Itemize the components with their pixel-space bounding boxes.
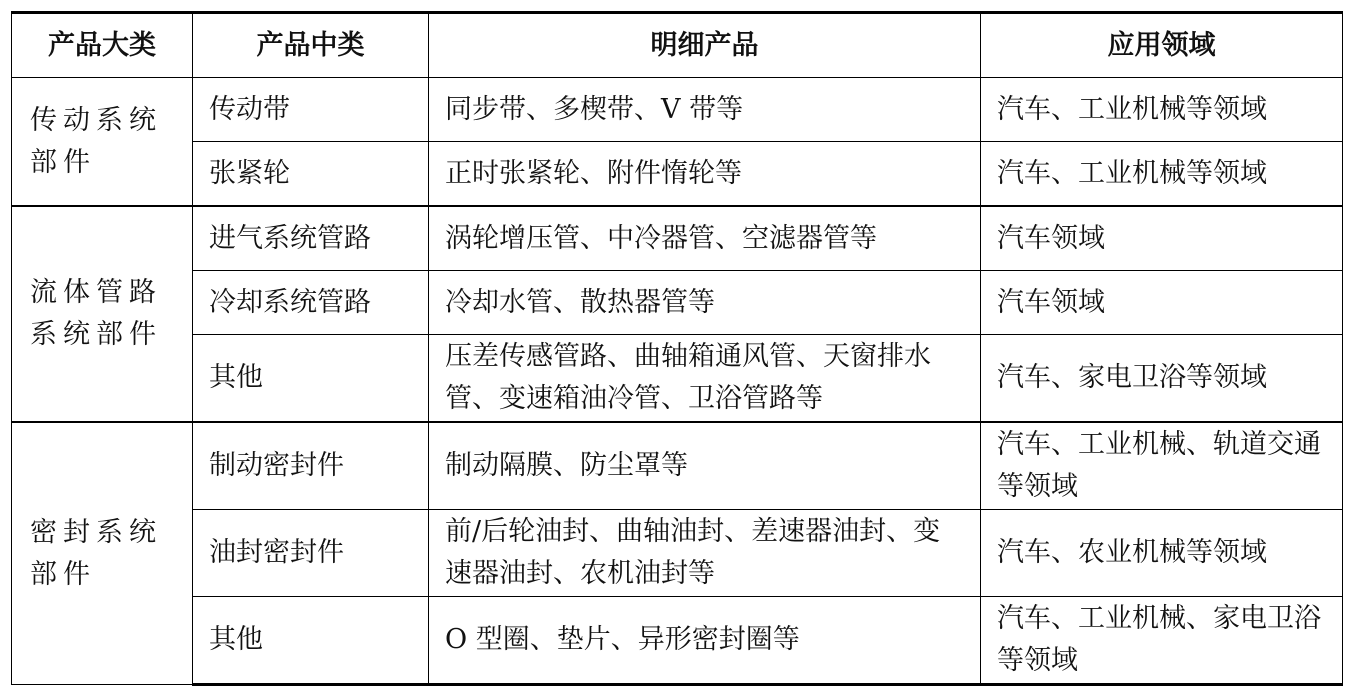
table-row xyxy=(12,335,1343,423)
field-cell: 汽车领域 xyxy=(981,206,1343,271)
header-row xyxy=(12,13,1343,78)
subcategory-cell: 传动带 xyxy=(193,78,429,142)
field-cell: 汽车、农业机械等领域 xyxy=(981,510,1343,597)
subcategory-cell: 制动密封件 xyxy=(193,422,429,510)
subcategory-cell: 油封密封件 xyxy=(193,510,429,597)
header-detail: 明细产品 xyxy=(429,13,981,78)
subcategory-cell: 其他 xyxy=(193,597,429,685)
table-row xyxy=(12,271,1343,335)
detail-cell: 制动隔膜、防尘罩等 xyxy=(429,422,981,510)
detail-cell: 正时张紧轮、附件惰轮等 xyxy=(429,142,981,207)
product-table-container xyxy=(11,11,1342,686)
category-cell: 传动系统部件 xyxy=(12,78,193,207)
detail-cell: 压差传感管路、曲轴箱通风管、天窗排水管、变速箱油冷管、卫浴管路等 xyxy=(429,335,981,423)
field-cell: 汽车、工业机械、轨道交通等领域 xyxy=(981,422,1343,510)
subcategory-cell: 其他 xyxy=(193,335,429,423)
header-category: 产品大类 xyxy=(12,13,193,78)
detail-cell: O 型圈、垫片、异形密封圈等 xyxy=(429,597,981,685)
field-cell: 汽车、工业机械等领域 xyxy=(981,142,1343,207)
detail-cell: 同步带、多楔带、V 带等 xyxy=(429,78,981,142)
category-cell: 流体管路系统部件 xyxy=(12,206,193,422)
field-cell: 汽车领域 xyxy=(981,271,1343,335)
detail-cell: 冷却水管、散热器管等 xyxy=(429,271,981,335)
header-field: 应用领域 xyxy=(981,13,1343,78)
table-row xyxy=(12,206,1343,271)
field-cell: 汽车、工业机械、家电卫浴等领域 xyxy=(981,597,1343,685)
subcategory-cell: 进气系统管路 xyxy=(193,206,429,271)
detail-cell: 前/后轮油封、曲轴油封、差速器油封、变速器油封、农机油封等 xyxy=(429,510,981,597)
category-cell: 密封系统部件 xyxy=(12,422,193,685)
detail-cell: 涡轮增压管、中冷器管、空滤器管等 xyxy=(429,206,981,271)
table-row xyxy=(12,597,1343,685)
product-table xyxy=(11,11,1343,686)
field-cell: 汽车、工业机械等领域 xyxy=(981,78,1343,142)
table-row xyxy=(12,78,1343,142)
table-row xyxy=(12,422,1343,510)
subcategory-cell: 张紧轮 xyxy=(193,142,429,207)
field-cell: 汽车、家电卫浴等领域 xyxy=(981,335,1343,423)
subcategory-cell: 冷却系统管路 xyxy=(193,271,429,335)
table-row xyxy=(12,142,1343,207)
header-subcategory: 产品中类 xyxy=(193,13,429,78)
table-row xyxy=(12,510,1343,597)
